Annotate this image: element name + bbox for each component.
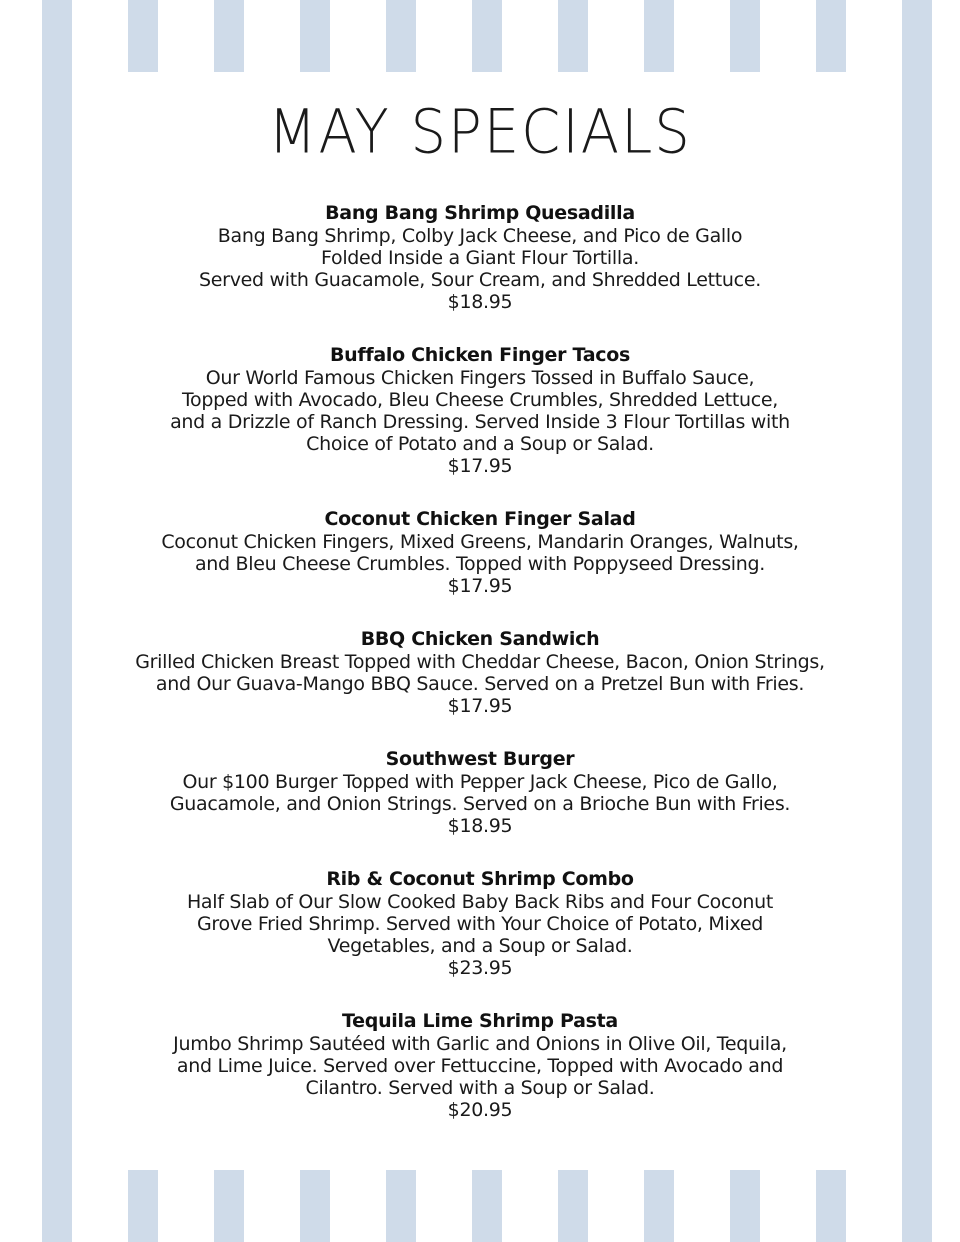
menu-item-description-line: Topped with Avocado, Bleu Cheese Crumbles, Shredded Lettuce, [181, 389, 779, 411]
menu-item-description-line: and Our Guava-Mango BBQ Sauce. Served on a Pretzel Bun with Fries. [155, 673, 805, 695]
menu-item-name: Rib & Coconut Shrimp Combo [326, 868, 634, 890]
menu-item-description [110, 531, 850, 575]
menu-item-description-line: Jumbo Shrimp Sautéed with Garlic and Onions in Olive Oil, Tequila, [173, 1033, 787, 1055]
menu-item-list [94, 201, 866, 1121]
menu-item-name: Bang Bang Shrimp Quesadilla [325, 202, 635, 224]
menu-item-description-line: Our World Famous Chicken Fingers Tossed in Buffalo Sauce, [205, 367, 755, 389]
menu-item [110, 201, 850, 313]
menu-item-description-line: Grilled Chicken Breast Topped with Cheddar Cheese, Bacon, Onion Strings, [135, 651, 825, 673]
menu-item-price: $17.95 [447, 695, 513, 717]
menu-item-description-line: Grove Fried Shrimp. Served with Your Choice of Potato, Mixed [196, 913, 763, 935]
menu-item-price: $18.95 [447, 815, 513, 837]
menu-item-name: BBQ Chicken Sandwich [360, 628, 600, 650]
menu-item-name: Southwest Burger [385, 748, 575, 770]
menu-item-description-line: and Bleu Cheese Crumbles. Topped with Poppyseed Dressing. [194, 553, 766, 575]
menu-item-price: $20.95 [447, 1099, 513, 1121]
menu-item-name: Tequila Lime Shrimp Pasta [342, 1010, 618, 1032]
menu-item-description [110, 891, 850, 957]
menu-item-description-line: and a Drizzle of Ranch Dressing. Served Inside 3 Flour Tortillas with [170, 411, 790, 433]
menu-item-description [110, 771, 850, 815]
menu-item-description [110, 225, 850, 291]
menu-item-price: $23.95 [447, 957, 513, 979]
menu-card [94, 72, 866, 1170]
menu-item-price: $17.95 [447, 455, 513, 477]
menu-item-description-line: Cilantro. Served with a Soup or Salad. [305, 1077, 655, 1099]
menu-item [110, 867, 850, 979]
menu-item-description-line: Choice of Potato and a Soup or Salad. [306, 433, 654, 455]
menu-item-description-line: Folded Inside a Giant Flour Tortilla. [321, 247, 639, 269]
menu-item [110, 507, 850, 597]
menu-item [110, 1009, 850, 1121]
menu-item-description [110, 367, 850, 455]
menu-item [110, 343, 850, 477]
menu-item [110, 627, 850, 717]
menu-item-name: Coconut Chicken Finger Salad [324, 508, 636, 530]
menu-item-description-line: Half Slab of Our Slow Cooked Baby Back Ribs and Four Coconut [186, 891, 774, 913]
menu-item-description-line: Bang Bang Shrimp, Colby Jack Cheese, and Pico de Gallo [217, 225, 743, 247]
menu-item-description [110, 1033, 850, 1099]
menu-item-price: $18.95 [447, 291, 513, 313]
menu-item-price: $17.95 [447, 575, 513, 597]
menu-item-description-line: Guacamole, and Onion Strings. Served on a Brioche Bun with Fries. [169, 793, 791, 815]
menu-title: MAY SPECIALS [268, 97, 692, 168]
menu-item-description [110, 651, 850, 695]
menu-item-description-line: Served with Guacamole, Sour Cream, and Shredded Lettuce. [199, 269, 761, 291]
menu-item-description-line: Vegetables, and a Soup or Salad. [327, 935, 633, 957]
menu-item-name: Buffalo Chicken Finger Tacos [330, 344, 630, 366]
menu-item-description-line: and Lime Juice. Served over Fettuccine, Topped with Avocado and [176, 1055, 784, 1077]
menu-item-description-line: Coconut Chicken Fingers, Mixed Greens, Mandarin Oranges, Walnuts, [161, 531, 799, 553]
menu-item-description-line: Our $100 Burger Topped with Pepper Jack Cheese, Pico de Gallo, [182, 771, 778, 793]
menu-item [110, 747, 850, 837]
